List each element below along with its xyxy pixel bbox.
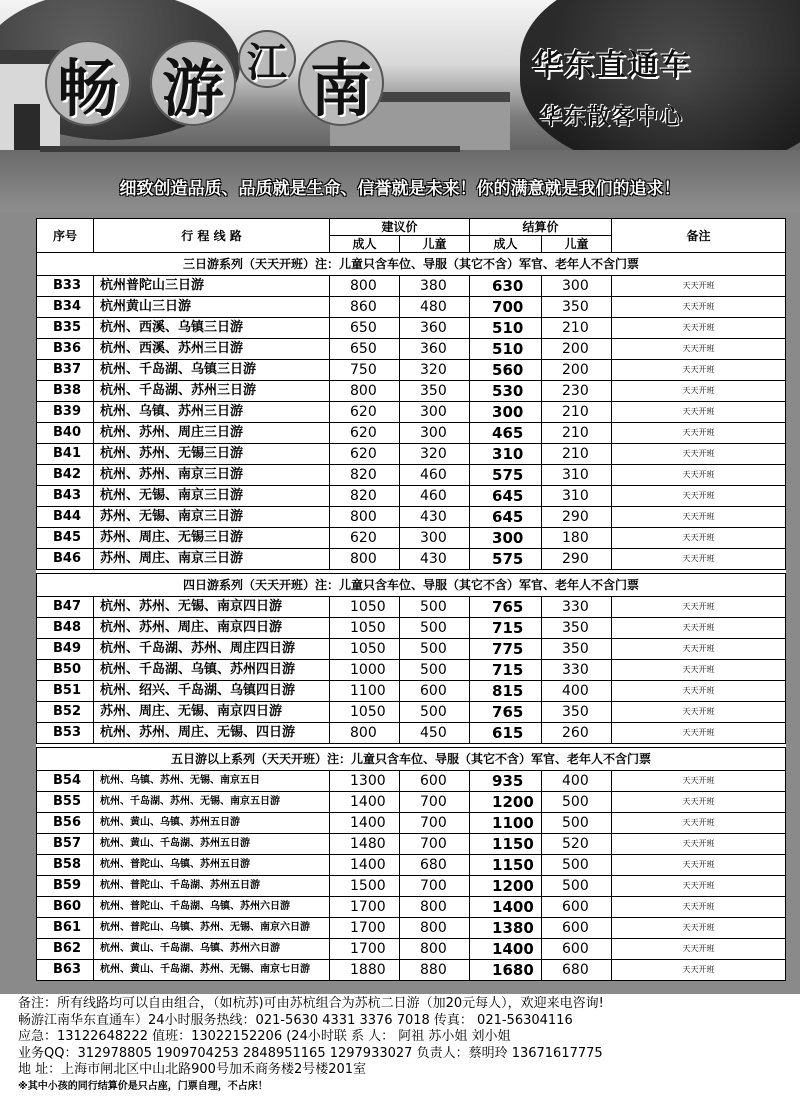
suggested-adult: 1050 xyxy=(330,702,400,723)
route-code: B43 xyxy=(37,486,94,507)
suggested-child: 700 xyxy=(400,834,470,855)
route-name: 杭州、苏州、南京三日游 xyxy=(94,465,330,486)
suggested-adult: 800 xyxy=(330,276,400,297)
suggested-child: 360 xyxy=(400,339,470,360)
suggested-child: 800 xyxy=(400,918,470,939)
table-row xyxy=(37,276,786,297)
settlement-child: 500 xyxy=(542,876,612,897)
suggested-child: 700 xyxy=(400,876,470,897)
header-child: 儿童 xyxy=(400,236,470,253)
settlement-adult: 1150 xyxy=(470,855,542,876)
route-code: B53 xyxy=(37,723,94,744)
table-row xyxy=(37,960,786,981)
route-name: 杭州、黄山、千岛湖、苏州、无锡、南京七日游 xyxy=(94,960,330,981)
suggested-adult: 800 xyxy=(330,381,400,402)
section-header xyxy=(37,748,786,771)
suggested-adult: 800 xyxy=(330,549,400,570)
settlement-child: 300 xyxy=(542,276,612,297)
header-banner xyxy=(0,0,800,212)
section-header xyxy=(37,574,786,597)
table-row xyxy=(37,618,786,639)
route-code: B58 xyxy=(37,855,94,876)
suggested-adult: 1400 xyxy=(330,855,400,876)
route-name: 杭州、千岛湖、苏州、无锡、南京五日游 xyxy=(94,792,330,813)
suggested-child: 600 xyxy=(400,681,470,702)
settlement-child: 600 xyxy=(542,939,612,960)
settlement-child: 200 xyxy=(542,339,612,360)
remark: 天天开班 xyxy=(612,528,786,549)
route-name: 杭州普陀山三日游 xyxy=(94,276,330,297)
table-row xyxy=(37,792,786,813)
suggested-adult: 1300 xyxy=(330,771,400,792)
table-row xyxy=(37,402,786,423)
remark: 天天开班 xyxy=(612,549,786,570)
settlement-child: 400 xyxy=(542,681,612,702)
remark: 天天开班 xyxy=(612,486,786,507)
settlement-child: 350 xyxy=(542,702,612,723)
settlement-child: 350 xyxy=(542,618,612,639)
route-name: 杭州、千岛湖、乌镇三日游 xyxy=(94,360,330,381)
route-code: B36 xyxy=(37,339,94,360)
route-name: 杭州、苏州、周庄、南京四日游 xyxy=(94,618,330,639)
route-name: 杭州、千岛湖、苏州、周庄四日游 xyxy=(94,639,330,660)
route-code: B41 xyxy=(37,444,94,465)
table-row xyxy=(37,318,786,339)
settlement-adult: 575 xyxy=(470,549,542,570)
route-code: B49 xyxy=(37,639,94,660)
route-code: B62 xyxy=(37,939,94,960)
table-row xyxy=(37,297,786,318)
footer-emergency: 应急：13122648222 值班：13022152206 (24小时联 系 人： 阿祖 苏小姐 刘小姐 xyxy=(18,1029,511,1044)
suggested-child: 460 xyxy=(400,465,470,486)
settlement-adult: 530 xyxy=(470,381,542,402)
remark: 天天开班 xyxy=(612,465,786,486)
suggested-adult: 1050 xyxy=(330,639,400,660)
table-row xyxy=(37,897,786,918)
table-row xyxy=(37,444,786,465)
suggested-child: 800 xyxy=(400,939,470,960)
table-row xyxy=(37,939,786,960)
route-name: 杭州、苏州、周庄三日游 xyxy=(94,423,330,444)
settlement-child: 680 xyxy=(542,960,612,981)
section-title: 五日游以上系列（天天开班）注：儿童只含车位、导服（其它不含）军官、老年人不含门票 xyxy=(37,748,786,771)
settlement-adult: 1400 xyxy=(470,939,542,960)
route-code: B60 xyxy=(37,897,94,918)
settlement-child: 230 xyxy=(542,381,612,402)
table-row xyxy=(37,339,786,360)
remark: 天天开班 xyxy=(612,360,786,381)
remark: 天天开班 xyxy=(612,381,786,402)
suggested-adult: 620 xyxy=(330,528,400,549)
suggested-adult: 1880 xyxy=(330,960,400,981)
settlement-adult: 775 xyxy=(470,639,542,660)
suggested-adult: 620 xyxy=(330,423,400,444)
settlement-child: 210 xyxy=(542,402,612,423)
route-code: B35 xyxy=(37,318,94,339)
remark: 天天开班 xyxy=(612,297,786,318)
route-name: 杭州、黄山、千岛湖、乌镇、苏州六日游 xyxy=(94,939,330,960)
settlement-child: 200 xyxy=(542,360,612,381)
route-code: B44 xyxy=(37,507,94,528)
footer-hotline: 畅游江南华东直通车）24小时服务热线：021-5630 4331 3376 7018 传真： 021-56304116 xyxy=(18,1012,573,1028)
remark: 天天开班 xyxy=(612,813,786,834)
settlement-adult: 300 xyxy=(470,402,542,423)
settlement-adult: 560 xyxy=(470,360,542,381)
suggested-adult: 1700 xyxy=(330,939,400,960)
suggested-child: 800 xyxy=(400,897,470,918)
header-settlement: 结算价 xyxy=(470,219,612,236)
route-code: B33 xyxy=(37,276,94,297)
table-row xyxy=(37,723,786,744)
remark: 天天开班 xyxy=(612,444,786,465)
remark: 天天开班 xyxy=(612,402,786,423)
suggested-adult: 1700 xyxy=(330,897,400,918)
suggested-adult: 820 xyxy=(330,465,400,486)
table-row xyxy=(37,528,786,549)
header-remark: 备注 xyxy=(612,219,786,253)
table-row xyxy=(37,597,786,618)
suggested-child: 300 xyxy=(400,528,470,549)
title-char-1: 畅 xyxy=(45,40,131,126)
suggested-child: 700 xyxy=(400,813,470,834)
table-row xyxy=(37,681,786,702)
section-title: 三日游系列（天天开班）注：儿童只含车位、导服（其它不含）军官、老年人不含门票 xyxy=(37,253,786,276)
settlement-adult: 645 xyxy=(470,486,542,507)
route-code: B52 xyxy=(37,702,94,723)
route-code: B50 xyxy=(37,660,94,681)
remark: 天天开班 xyxy=(612,276,786,297)
route-name: 杭州、普陀山、乌镇、苏州、无锡、南京六日游 xyxy=(94,918,330,939)
route-code: B59 xyxy=(37,876,94,897)
remark: 天天开班 xyxy=(612,960,786,981)
table-row xyxy=(37,876,786,897)
route-name: 杭州、苏州、无锡三日游 xyxy=(94,444,330,465)
table-row xyxy=(37,702,786,723)
remark: 天天开班 xyxy=(612,681,786,702)
table-row xyxy=(37,918,786,939)
table-body xyxy=(37,253,786,981)
route-code: B51 xyxy=(37,681,94,702)
suggested-adult: 1400 xyxy=(330,813,400,834)
settlement-adult: 1150 xyxy=(470,834,542,855)
route-code: B34 xyxy=(37,297,94,318)
settlement-child: 350 xyxy=(542,639,612,660)
route-code: B37 xyxy=(37,360,94,381)
settlement-child: 330 xyxy=(542,597,612,618)
suggested-adult: 1400 xyxy=(330,792,400,813)
remark: 天天开班 xyxy=(612,834,786,855)
table-row xyxy=(37,507,786,528)
suggested-adult: 820 xyxy=(330,486,400,507)
suggested-child: 500 xyxy=(400,702,470,723)
settlement-adult: 510 xyxy=(470,318,542,339)
suggested-child: 320 xyxy=(400,444,470,465)
route-name: 杭州、黄山、千岛湖、苏州五日游 xyxy=(94,834,330,855)
route-name: 杭州、普陀山、千岛湖、苏州五日游 xyxy=(94,876,330,897)
settlement-child: 400 xyxy=(542,771,612,792)
suggested-adult: 650 xyxy=(330,318,400,339)
suggested-child: 600 xyxy=(400,771,470,792)
suggested-child: 300 xyxy=(400,423,470,444)
suggested-child: 500 xyxy=(400,618,470,639)
route-name: 杭州、苏州、周庄、无锡、四日游 xyxy=(94,723,330,744)
settlement-adult: 1200 xyxy=(470,876,542,897)
route-code: B55 xyxy=(37,792,94,813)
title-char-4: 南 xyxy=(298,40,384,126)
settlement-adult: 310 xyxy=(470,444,542,465)
remark: 天天开班 xyxy=(612,897,786,918)
slogan: 细致创造品质、品质就是生命、信誉就是未来！你的满意就是我们的追求！ xyxy=(119,179,681,199)
tagline: 华东直通车 xyxy=(532,48,692,83)
suggested-adult: 800 xyxy=(330,723,400,744)
route-name: 杭州、无锡、南京三日游 xyxy=(94,486,330,507)
table-row xyxy=(37,360,786,381)
route-name: 杭州、普陀山、乌镇、苏州五日游 xyxy=(94,855,330,876)
settlement-child: 290 xyxy=(542,549,612,570)
suggested-child: 680 xyxy=(400,855,470,876)
suggested-child: 500 xyxy=(400,639,470,660)
settlement-adult: 715 xyxy=(470,660,542,681)
suggested-child: 380 xyxy=(400,276,470,297)
settlement-child: 290 xyxy=(542,507,612,528)
settlement-adult: 765 xyxy=(470,597,542,618)
remark: 天天开班 xyxy=(612,723,786,744)
settlement-adult: 615 xyxy=(470,723,542,744)
route-name: 苏州、周庄、无锡三日游 xyxy=(94,528,330,549)
remark: 天天开班 xyxy=(612,339,786,360)
route-code: B54 xyxy=(37,771,94,792)
remark: 天天开班 xyxy=(612,618,786,639)
suggested-adult: 650 xyxy=(330,339,400,360)
route-code: B47 xyxy=(37,597,94,618)
remark: 天天开班 xyxy=(612,939,786,960)
suggested-child: 500 xyxy=(400,597,470,618)
suggested-adult: 860 xyxy=(330,297,400,318)
table-row xyxy=(37,549,786,570)
settlement-adult: 765 xyxy=(470,702,542,723)
route-name: 杭州、千岛湖、乌镇、苏州四日游 xyxy=(94,660,330,681)
settlement-child: 310 xyxy=(542,465,612,486)
table-row xyxy=(37,423,786,444)
suggested-adult: 1000 xyxy=(330,660,400,681)
route-code: B42 xyxy=(37,465,94,486)
willow-image xyxy=(520,0,800,170)
route-code: B40 xyxy=(37,423,94,444)
route-name: 杭州、西溪、乌镇三日游 xyxy=(94,318,330,339)
suggested-child: 880 xyxy=(400,960,470,981)
settlement-adult: 575 xyxy=(470,465,542,486)
footer-child-note: ※其中小孩的同行结算价是只占座，门票自理，不占床！ xyxy=(18,1080,268,1092)
table-row xyxy=(37,855,786,876)
footer-remark: 备注：所有线路均可以自由组合，（如杭苏)可由苏杭组合为苏杭二日游（加20元每人），欢迎来电咨询! xyxy=(18,996,604,1011)
suggested-adult: 800 xyxy=(330,507,400,528)
suggested-adult: 1100 xyxy=(330,681,400,702)
settlement-adult: 815 xyxy=(470,681,542,702)
remark: 天天开班 xyxy=(612,423,786,444)
remark: 天天开班 xyxy=(612,771,786,792)
header-child: 儿童 xyxy=(542,236,612,253)
suggested-adult: 1700 xyxy=(330,918,400,939)
section-title: 四日游系列（天天开班）注：儿童只含车位、导服（其它不含）军官、老年人不含门票 xyxy=(37,574,786,597)
footer-address: 地 址：上海市闸北区中山北路900号加禾商务楼2号楼201室 xyxy=(18,1062,367,1077)
remark: 天天开班 xyxy=(612,597,786,618)
table-row xyxy=(37,771,786,792)
route-name: 苏州、无锡、南京三日游 xyxy=(94,507,330,528)
remark: 天天开班 xyxy=(612,702,786,723)
suggested-child: 430 xyxy=(400,549,470,570)
suggested-child: 700 xyxy=(400,792,470,813)
suggested-adult: 750 xyxy=(330,360,400,381)
suggested-child: 320 xyxy=(400,360,470,381)
route-name: 杭州、绍兴、千岛湖、乌镇四日游 xyxy=(94,681,330,702)
route-name: 苏州、周庄、南京三日游 xyxy=(94,549,330,570)
footer xyxy=(18,996,788,1095)
suggested-adult: 1050 xyxy=(330,597,400,618)
route-name: 杭州、千岛湖、苏州三日游 xyxy=(94,381,330,402)
suggested-child: 430 xyxy=(400,507,470,528)
settlement-child: 500 xyxy=(542,855,612,876)
table-row xyxy=(37,834,786,855)
route-name: 苏州、周庄、无锡、南京四日游 xyxy=(94,702,330,723)
route-code: B63 xyxy=(37,960,94,981)
remark: 天天开班 xyxy=(612,660,786,681)
settlement-adult: 715 xyxy=(470,618,542,639)
settlement-child: 210 xyxy=(542,423,612,444)
settlement-child: 600 xyxy=(542,918,612,939)
route-code: B56 xyxy=(37,813,94,834)
section-header xyxy=(37,253,786,276)
table-row xyxy=(37,465,786,486)
route-code: B45 xyxy=(37,528,94,549)
settlement-child: 500 xyxy=(542,792,612,813)
table-row xyxy=(37,660,786,681)
route-name: 杭州、普陀山、千岛湖、乌镇、苏州六日游 xyxy=(94,897,330,918)
settlement-adult: 510 xyxy=(470,339,542,360)
route-code: B61 xyxy=(37,918,94,939)
remark: 天天开班 xyxy=(612,318,786,339)
settlement-adult: 1380 xyxy=(470,918,542,939)
table-row xyxy=(37,381,786,402)
settlement-child: 180 xyxy=(542,528,612,549)
route-code: B48 xyxy=(37,618,94,639)
settlement-adult: 1400 xyxy=(470,897,542,918)
remark: 天天开班 xyxy=(612,918,786,939)
settlement-adult: 645 xyxy=(470,507,542,528)
route-code: B39 xyxy=(37,402,94,423)
settlement-adult: 1680 xyxy=(470,960,542,981)
subtagline: 华东散客中心 xyxy=(540,105,685,130)
suggested-child: 300 xyxy=(400,402,470,423)
price-table xyxy=(36,218,786,981)
suggested-child: 460 xyxy=(400,486,470,507)
title-char-3: 江 xyxy=(238,30,296,88)
remark: 天天开班 xyxy=(612,876,786,897)
settlement-adult: 300 xyxy=(470,528,542,549)
settlement-child: 310 xyxy=(542,486,612,507)
settlement-adult: 465 xyxy=(470,423,542,444)
suggested-child: 480 xyxy=(400,297,470,318)
suggested-child: 450 xyxy=(400,723,470,744)
settlement-child: 260 xyxy=(542,723,612,744)
route-name: 杭州、乌镇、苏州、无锡、南京五日 xyxy=(94,771,330,792)
settlement-child: 350 xyxy=(542,297,612,318)
settlement-child: 330 xyxy=(542,660,612,681)
suggested-child: 360 xyxy=(400,318,470,339)
table-row xyxy=(37,813,786,834)
route-code: B57 xyxy=(37,834,94,855)
remark: 天天开班 xyxy=(612,855,786,876)
route-code: B46 xyxy=(37,549,94,570)
price-sheet xyxy=(36,218,785,981)
remark: 天天开班 xyxy=(612,792,786,813)
suggested-adult: 620 xyxy=(330,402,400,423)
route-name: 杭州、黄山、乌镇、苏州五日游 xyxy=(94,813,330,834)
route-name: 杭州、西溪、苏州三日游 xyxy=(94,339,330,360)
header-suggested: 建议价 xyxy=(330,219,470,236)
settlement-child: 210 xyxy=(542,444,612,465)
settlement-adult: 935 xyxy=(470,771,542,792)
title-char-2: 游 xyxy=(150,40,236,126)
settlement-child: 520 xyxy=(542,834,612,855)
route-name: 杭州、乌镇、苏州三日游 xyxy=(94,402,330,423)
table-row xyxy=(37,639,786,660)
footer-qq: 业务QQ：312978805 1909704253 2848951165 1297933027 负责人：蔡明玲 13671617775 xyxy=(18,1045,603,1061)
suggested-adult: 1480 xyxy=(330,834,400,855)
route-name: 杭州、苏州、无锡、南京四日游 xyxy=(94,597,330,618)
railing-image xyxy=(40,146,460,152)
settlement-child: 210 xyxy=(542,318,612,339)
settlement-adult: 1200 xyxy=(470,792,542,813)
remark: 天天开班 xyxy=(612,639,786,660)
settlement-child: 500 xyxy=(542,813,612,834)
header-code: 序号 xyxy=(37,219,94,253)
remark: 天天开班 xyxy=(612,507,786,528)
suggested-adult: 620 xyxy=(330,444,400,465)
suggested-adult: 1050 xyxy=(330,618,400,639)
table-row xyxy=(37,486,786,507)
suggested-child: 500 xyxy=(400,660,470,681)
settlement-adult: 630 xyxy=(470,276,542,297)
header-adult: 成人 xyxy=(330,236,400,253)
settlement-adult: 1100 xyxy=(470,813,542,834)
route-name: 杭州黄山三日游 xyxy=(94,297,330,318)
header-adult: 成人 xyxy=(470,236,542,253)
settlement-adult: 700 xyxy=(470,297,542,318)
route-code: B38 xyxy=(37,381,94,402)
suggested-adult: 1500 xyxy=(330,876,400,897)
suggested-child: 350 xyxy=(400,381,470,402)
header-route: 行 程 线 路 xyxy=(94,219,330,253)
settlement-child: 600 xyxy=(542,897,612,918)
